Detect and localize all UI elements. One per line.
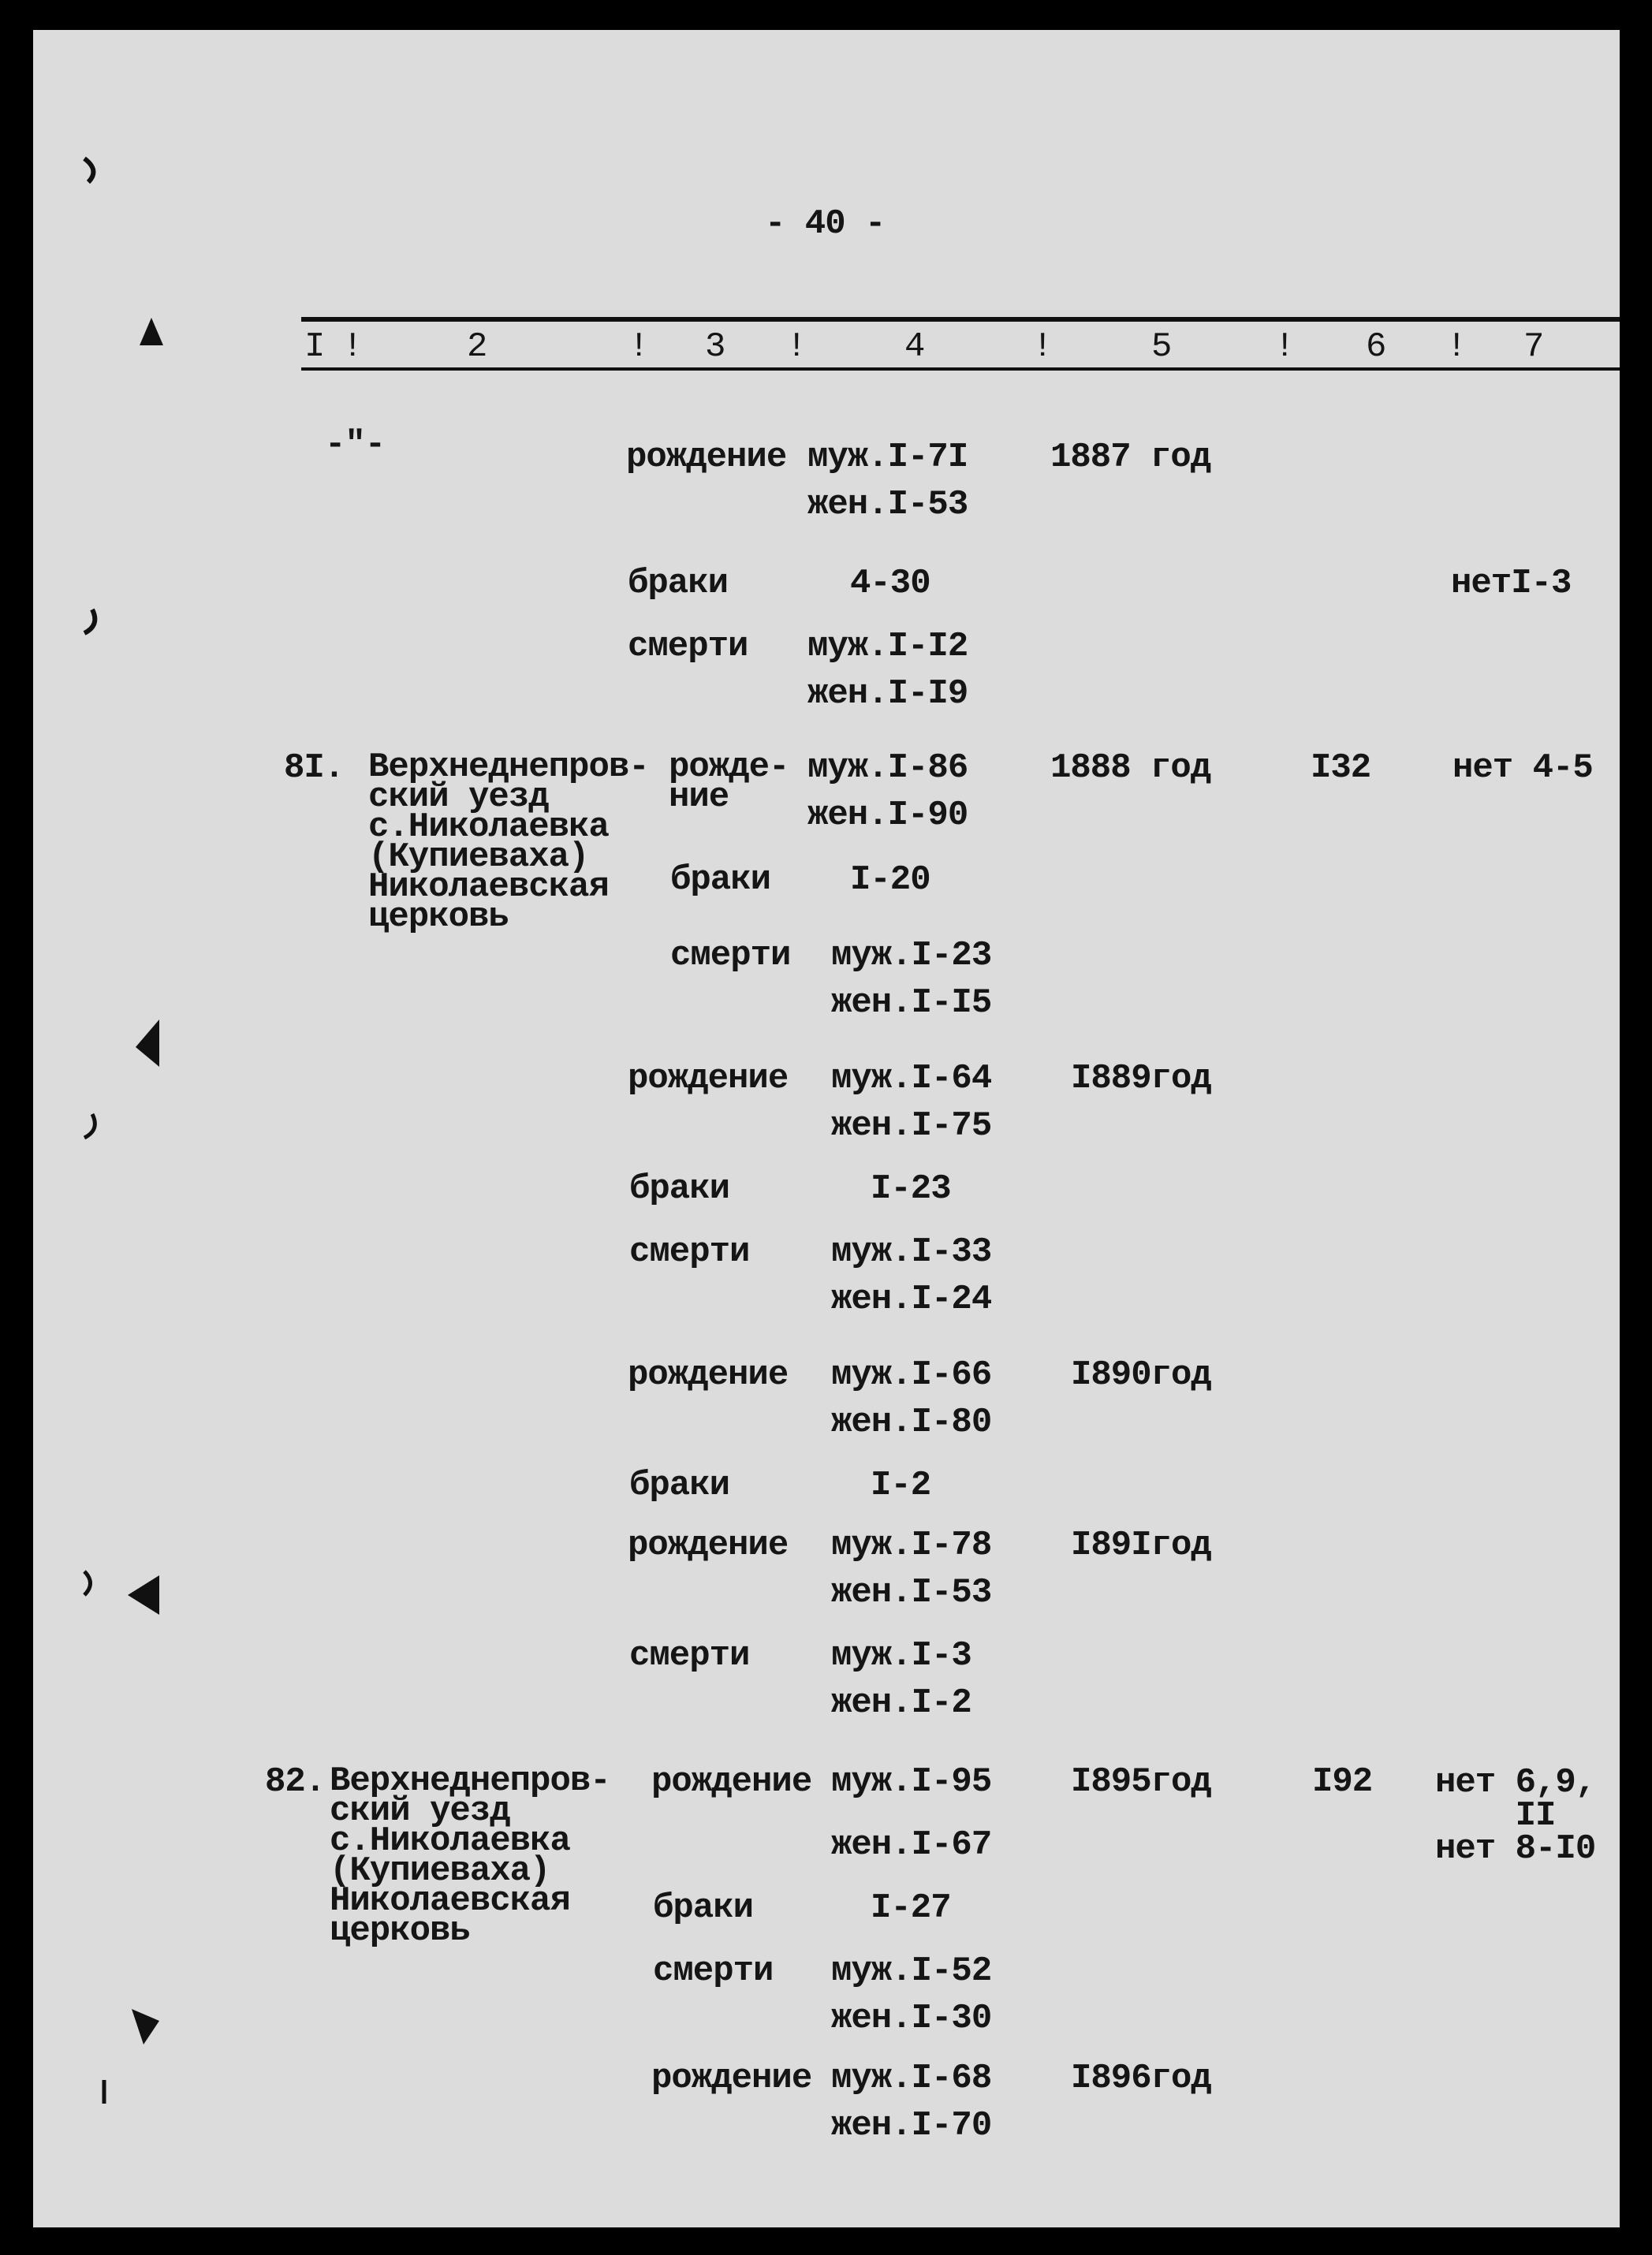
record-count-female: жен.I-53: [807, 485, 968, 524]
record-count-female: жен.I-30: [831, 1999, 992, 2038]
punch-mark-9: [96, 2076, 112, 2108]
record-count-male: муж.I-66: [831, 1355, 992, 1395]
record-count-female: жен.I-I5: [831, 983, 992, 1023]
total-count: I92: [1312, 1762, 1373, 1802]
missing-note: нет 4-5: [1452, 748, 1593, 788]
record-type-marriages: браки: [628, 564, 729, 603]
record-type-marriages: браки: [629, 1466, 730, 1505]
record-year: 1888 год: [1050, 748, 1211, 788]
record-count: I-27: [871, 1888, 951, 1928]
punch-mark-7: [76, 1567, 100, 1599]
punch-mark-1: [80, 155, 104, 186]
record-year: 1887 год: [1050, 438, 1211, 477]
punch-mark-3: [80, 606, 104, 637]
column-header-5: 5: [1151, 327, 1172, 367]
record-year: I896год: [1071, 2059, 1211, 2098]
punch-mark-5: [80, 1110, 104, 1142]
entry-number: 82.: [265, 1762, 326, 1802]
record-type-births: рождение: [651, 2059, 812, 2098]
record-type-deaths: смерти: [629, 1232, 750, 1272]
column-header-7: 7: [1523, 327, 1544, 367]
record-count-female: жен.I-53: [831, 1573, 992, 1612]
punch-mark-8: [128, 2001, 163, 2048]
record-count-female: жен.I-2: [831, 1683, 971, 1723]
record-count: I-2: [871, 1466, 931, 1505]
missing-note: нет 6,9, II нет 8-I0: [1435, 1763, 1596, 1869]
record-year: I889год: [1071, 1059, 1211, 1098]
record-count-male: муж.I-I2: [807, 627, 968, 666]
column-separator: !: [1446, 327, 1467, 367]
record-count-female: жен.I-70: [831, 2106, 992, 2145]
page-number: - 40 -: [765, 204, 886, 244]
column-separator: !: [628, 327, 649, 367]
record-year: I89Iгод: [1071, 1526, 1211, 1565]
record-count-male: муж.I-95: [831, 1762, 992, 1802]
column-header-4: 4: [904, 327, 925, 367]
record-year: I895год: [1071, 1762, 1211, 1802]
record-count-female: жен.I-24: [831, 1280, 992, 1319]
record-count-male: муж.I-64: [831, 1059, 992, 1098]
record-count-male: муж.I-78: [831, 1526, 992, 1565]
column-separator: !: [1032, 327, 1053, 367]
record-count-male: муж.I-68: [831, 2059, 992, 2098]
record-count-female: жен.I-67: [831, 1825, 992, 1865]
entry-place: Верхнеднепров- ский уезд с.Николаевка (Купиеваха) Николаевская церковь: [368, 747, 649, 937]
column-header-6: 6: [1366, 327, 1386, 367]
ditto-mark: -"-: [325, 425, 386, 464]
record-count-male: муж.I-3: [831, 1636, 971, 1675]
entry-number: 8I.: [284, 748, 345, 788]
record-count-male: муж.I-7I: [807, 438, 968, 477]
column-header-2: 2: [467, 327, 487, 367]
record-year: I890год: [1071, 1355, 1211, 1395]
column-separator: !: [1274, 327, 1295, 367]
record-type-births: рождение: [626, 438, 787, 477]
record-count: 4-30: [850, 564, 930, 603]
record-type-marriages: браки: [629, 1169, 730, 1209]
column-header-3: 3: [705, 327, 725, 367]
record-count-female: жен.I-80: [831, 1403, 992, 1442]
punch-mark-4: [132, 1016, 163, 1071]
record-type-marriages: браки: [653, 1888, 754, 1928]
record-type-deaths: смерти: [670, 936, 791, 975]
record-type-births: рожде- ние: [669, 747, 789, 817]
punch-mark-6: [124, 1571, 163, 1619]
record-type-births: рождение: [628, 1526, 789, 1565]
header-top-rule: [301, 317, 1620, 322]
record-count-male: муж.I-52: [831, 1951, 992, 1991]
record-count-male: муж.I-86: [807, 748, 968, 788]
header-bottom-rule: [301, 367, 1620, 371]
column-separator: !: [342, 327, 363, 367]
missing-note: нетI-3: [1451, 564, 1572, 603]
entry-place: Верхнеднепров- ский уезд с.Николаевка (Купиеваха) Николаевская церковь: [330, 1761, 610, 1951]
record-count: I-20: [850, 860, 930, 900]
document-page: [33, 30, 1620, 2227]
record-type-deaths: смерти: [653, 1951, 774, 1991]
record-count-female: жен.I-75: [831, 1106, 992, 1146]
record-type-marriages: браки: [670, 860, 771, 900]
record-count-male: муж.I-23: [831, 936, 992, 975]
column-separator: !: [786, 327, 807, 367]
record-type-deaths: смерти: [628, 627, 748, 666]
record-type-births: рождение: [628, 1059, 789, 1098]
record-type-births: рождение: [651, 1762, 812, 1802]
record-count-female: жен.I-I9: [807, 674, 968, 714]
record-type-births: рождение: [628, 1355, 789, 1395]
punch-mark-2: [136, 314, 167, 353]
record-count-male: муж.I-33: [831, 1232, 992, 1272]
record-type-deaths: смерти: [629, 1636, 750, 1675]
column-header-1: I: [304, 327, 325, 367]
record-count-female: жен.I-90: [807, 796, 968, 835]
total-count: I32: [1311, 748, 1371, 788]
record-count: I-23: [871, 1169, 951, 1209]
